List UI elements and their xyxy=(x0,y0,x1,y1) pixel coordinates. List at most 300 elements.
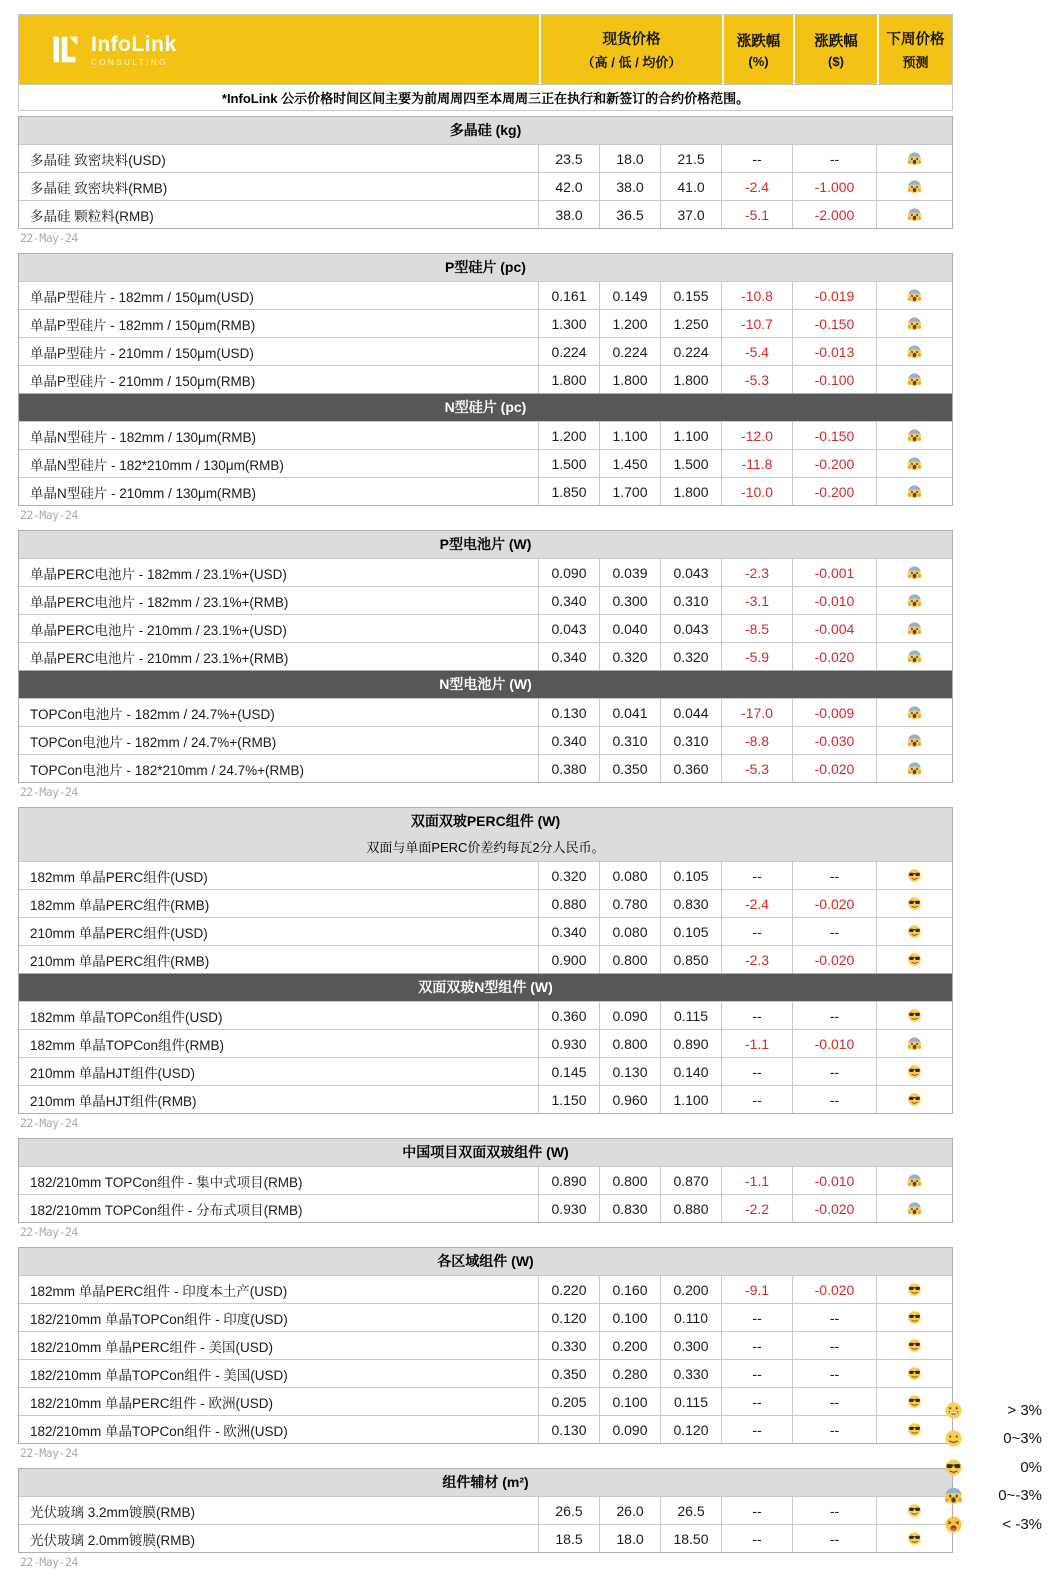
screaming-face-emoji xyxy=(876,366,952,393)
screaming-face-emoji xyxy=(876,615,952,642)
change-pct: -- xyxy=(721,145,792,172)
column-header-change-usd xyxy=(793,15,877,84)
high-price: 42.0 xyxy=(538,173,599,200)
low-price: 0.041 xyxy=(599,699,660,726)
low-price: 1.450 xyxy=(599,450,660,477)
avg-price: 0.105 xyxy=(660,918,721,945)
high-price: 0.340 xyxy=(538,587,599,614)
sunglasses-face-emoji xyxy=(876,1304,952,1331)
low-price: 0.160 xyxy=(599,1276,660,1303)
price-row xyxy=(19,698,952,726)
price-date: 22-May-24 xyxy=(20,508,78,522)
column-header-line2: （高 / 低 / 均价） xyxy=(581,55,682,70)
product-label: 182mm 单晶PERC组件(RMB) xyxy=(30,897,210,913)
price-row xyxy=(19,1415,952,1443)
change-pct: -- xyxy=(721,1058,792,1085)
high-price: 1.150 xyxy=(538,1086,599,1113)
change-pct: -- xyxy=(721,1388,792,1415)
screaming-face-emoji xyxy=(876,145,952,172)
section-header-p-wafer xyxy=(19,253,952,281)
high-price: 0.320 xyxy=(538,862,599,889)
avg-price: 0.105 xyxy=(660,862,721,889)
price-date: 22-May-24 xyxy=(20,231,78,245)
screaming-face-emoji xyxy=(876,422,952,449)
avg-price: 0.880 xyxy=(660,1195,721,1222)
change-pct: -5.3 xyxy=(721,366,792,393)
change-pct: -17.0 xyxy=(721,699,792,726)
screaming-face-emoji xyxy=(876,310,952,337)
price-date: 22-May-24 xyxy=(20,785,78,799)
avg-price: 37.0 xyxy=(660,201,721,228)
product-label: 182/210mm 单晶TOPCon组件 - 美国(USD) xyxy=(30,1367,288,1383)
screaming-face-emoji xyxy=(876,1195,952,1222)
product-label: 182mm 单晶PERC组件 - 印度本土产(USD) xyxy=(30,1283,288,1299)
section-header-n-cell xyxy=(19,670,952,698)
high-price: 0.930 xyxy=(538,1030,599,1057)
high-price: 0.360 xyxy=(538,1002,599,1029)
change-usd: -0.100 xyxy=(792,366,876,393)
price-table-block xyxy=(18,807,953,1114)
price-row xyxy=(19,449,952,477)
change-usd: -0.150 xyxy=(792,310,876,337)
column-header-forecast xyxy=(877,15,952,84)
screaming-face-emoji xyxy=(876,478,952,505)
avg-price: 0.140 xyxy=(660,1058,721,1085)
legend-item xyxy=(936,1425,1046,1454)
product-label: 182mm 单晶PERC组件(USD) xyxy=(30,869,208,885)
price-row xyxy=(19,1057,952,1085)
section-title: 多晶硅 (kg) xyxy=(449,122,522,138)
sunglasses-face-emoji xyxy=(876,946,952,973)
change-usd: -0.200 xyxy=(792,478,876,505)
price-row xyxy=(19,309,952,337)
screaming-face-emoji xyxy=(876,201,952,228)
low-price: 0.039 xyxy=(599,559,660,586)
product-label: TOPCon电池片 - 182mm / 24.7%+(USD) xyxy=(30,706,275,722)
sheet-header xyxy=(18,14,953,84)
low-price: 1.100 xyxy=(599,422,660,449)
price-row xyxy=(19,586,952,614)
change-usd: -- xyxy=(792,1360,876,1387)
high-price: 0.043 xyxy=(538,615,599,642)
low-price: 0.200 xyxy=(599,1332,660,1359)
avg-price: 0.850 xyxy=(660,946,721,973)
change-pct: -- xyxy=(721,1497,792,1524)
screaming-face-emoji xyxy=(876,173,952,200)
column-header-line1: 下周价格 xyxy=(886,32,945,48)
section-header-n-module xyxy=(19,973,952,1001)
price-row xyxy=(19,1303,952,1331)
avg-price: 1.100 xyxy=(660,422,721,449)
section-title: N型硅片 (pc) xyxy=(444,399,527,415)
change-usd: -0.010 xyxy=(792,1030,876,1057)
section-title: 双面双玻PERC组件 (W) xyxy=(410,813,561,829)
product-label: 单晶P型硅片 - 210mm / 150μm(USD) xyxy=(30,345,254,361)
legend-item xyxy=(936,1396,1046,1425)
high-price: 0.130 xyxy=(538,699,599,726)
column-header-line1: 涨跌幅 xyxy=(736,34,781,50)
low-price: 38.0 xyxy=(599,173,660,200)
high-price: 0.161 xyxy=(538,282,599,309)
change-usd: -0.200 xyxy=(792,450,876,477)
low-price: 0.960 xyxy=(599,1086,660,1113)
section-header-perc-module xyxy=(19,807,952,861)
change-pct: -10.8 xyxy=(721,282,792,309)
high-price: 0.380 xyxy=(538,755,599,782)
smiling-face-emoji xyxy=(944,1429,963,1448)
product-label: 多晶硅 致密块料(RMB) xyxy=(30,180,168,196)
sunglasses-face-emoji xyxy=(876,1002,952,1029)
sunglasses-face-emoji xyxy=(876,1276,952,1303)
sunglasses-face-emoji xyxy=(876,1058,952,1085)
low-price: 1.800 xyxy=(599,366,660,393)
change-usd: -- xyxy=(792,1525,876,1552)
product-label: 单晶N型硅片 - 182*210mm / 130μm(RMB) xyxy=(30,457,284,473)
avg-price: 21.5 xyxy=(660,145,721,172)
low-price: 0.350 xyxy=(599,755,660,782)
high-price: 1.800 xyxy=(538,366,599,393)
sunglasses-face-emoji xyxy=(876,1360,952,1387)
high-price: 0.120 xyxy=(538,1304,599,1331)
avg-price: 41.0 xyxy=(660,173,721,200)
price-row xyxy=(19,861,952,889)
high-price: 18.5 xyxy=(538,1525,599,1552)
change-pct: -- xyxy=(721,862,792,889)
avg-price: 0.043 xyxy=(660,559,721,586)
change-usd: -- xyxy=(792,145,876,172)
low-price: 18.0 xyxy=(599,1525,660,1552)
change-usd: -- xyxy=(792,862,876,889)
price-date: 22-May-24 xyxy=(20,1555,78,1569)
brand-tagline: CONSULTING xyxy=(91,57,168,67)
brand-name: InfoLink xyxy=(91,32,177,56)
product-label: 210mm 单晶HJT组件(RMB) xyxy=(30,1093,197,1109)
avg-price: 0.870 xyxy=(660,1167,721,1194)
low-price: 0.080 xyxy=(599,918,660,945)
price-table-block xyxy=(18,253,953,506)
legend-label: < -3% xyxy=(1002,1515,1042,1533)
column-header-line2: ($) xyxy=(828,54,844,69)
avg-price: 1.100 xyxy=(660,1086,721,1113)
change-pct: -- xyxy=(721,918,792,945)
price-row xyxy=(19,1331,952,1359)
section-header-china-project-module xyxy=(19,1138,952,1166)
avg-price: 0.155 xyxy=(660,282,721,309)
avg-price: 0.120 xyxy=(660,1416,721,1443)
change-usd: -0.009 xyxy=(792,699,876,726)
change-usd: -0.010 xyxy=(792,587,876,614)
high-price: 0.220 xyxy=(538,1276,599,1303)
price-date: 22-May-24 xyxy=(20,1225,78,1239)
sunglasses-face-emoji xyxy=(876,1332,952,1359)
screaming-face-emoji xyxy=(876,727,952,754)
avg-price: 1.250 xyxy=(660,310,721,337)
screaming-face-emoji xyxy=(876,643,952,670)
section-header-n-wafer xyxy=(19,393,952,421)
product-label: 单晶P型硅片 - 182mm / 150μm(RMB) xyxy=(30,317,256,333)
low-price: 36.5 xyxy=(599,201,660,228)
price-table-block xyxy=(18,116,953,229)
change-usd: -- xyxy=(792,1388,876,1415)
product-label: 182/210mm 单晶TOPCon组件 - 印度(USD) xyxy=(30,1311,288,1327)
high-price: 0.224 xyxy=(538,338,599,365)
change-usd: -1.000 xyxy=(792,173,876,200)
change-usd: -0.030 xyxy=(792,727,876,754)
legend-label: 0% xyxy=(1020,1458,1042,1476)
avg-price: 1.800 xyxy=(660,366,721,393)
price-row xyxy=(19,754,952,782)
high-price: 23.5 xyxy=(538,145,599,172)
product-label: 182/210mm 单晶PERC组件 - 欧洲(USD) xyxy=(30,1395,274,1411)
low-price: 0.800 xyxy=(599,1167,660,1194)
low-price: 0.090 xyxy=(599,1002,660,1029)
price-row xyxy=(19,558,952,586)
change-pct: -5.4 xyxy=(721,338,792,365)
low-price: 0.149 xyxy=(599,282,660,309)
change-usd: -0.020 xyxy=(792,1276,876,1303)
price-table-block xyxy=(18,1247,953,1444)
price-row xyxy=(19,337,952,365)
high-price: 1.300 xyxy=(538,310,599,337)
screaming-face-emoji xyxy=(876,282,952,309)
change-usd: -0.019 xyxy=(792,282,876,309)
low-price: 0.100 xyxy=(599,1388,660,1415)
avg-price: 0.044 xyxy=(660,699,721,726)
price-row xyxy=(19,1166,952,1194)
section-title: N型电池片 (W) xyxy=(439,676,532,692)
price-row xyxy=(19,172,952,200)
brand-text xyxy=(91,33,177,67)
price-period-note xyxy=(18,84,953,111)
column-header-spot-price xyxy=(539,15,722,84)
product-label: 多晶硅 颗粒料(RMB) xyxy=(30,208,154,224)
screaming-face-emoji xyxy=(944,1486,963,1505)
price-row xyxy=(19,614,952,642)
change-usd: -- xyxy=(792,918,876,945)
legend-label: 0~3% xyxy=(1003,1430,1042,1448)
price-row xyxy=(19,1359,952,1387)
product-label: 182mm 单晶TOPCon组件(RMB) xyxy=(30,1037,225,1053)
avg-price: 0.200 xyxy=(660,1276,721,1303)
avg-price: 0.830 xyxy=(660,890,721,917)
low-price: 0.780 xyxy=(599,890,660,917)
price-period-note-text: *InfoLink 公示价格时间区间主要为前周周四至本周周三正在执行和新签订的合约价格范围。 xyxy=(221,91,750,106)
high-price: 0.340 xyxy=(538,918,599,945)
change-pct: -- xyxy=(721,1360,792,1387)
low-price: 18.0 xyxy=(599,145,660,172)
high-price: 0.145 xyxy=(538,1058,599,1085)
price-table-block xyxy=(18,530,953,783)
product-label: 单晶N型硅片 - 210mm / 130μm(RMB) xyxy=(30,485,257,501)
screaming-face-emoji xyxy=(876,559,952,586)
product-label: 单晶PERC电池片 - 182mm / 23.1%+(USD) xyxy=(30,566,287,582)
screaming-face-emoji xyxy=(876,450,952,477)
forecast-legend xyxy=(936,1396,1046,1539)
product-label: 多晶硅 致密块料(USD) xyxy=(30,152,166,168)
change-usd: -- xyxy=(792,1002,876,1029)
avg-price: 0.300 xyxy=(660,1332,721,1359)
avg-price: 0.310 xyxy=(660,587,721,614)
change-pct: -- xyxy=(721,1525,792,1552)
high-price: 26.5 xyxy=(538,1497,599,1524)
avg-price: 0.330 xyxy=(660,1360,721,1387)
change-pct: -- xyxy=(721,1332,792,1359)
avg-price: 0.115 xyxy=(660,1002,721,1029)
section-header-module-materials xyxy=(19,1468,952,1496)
screaming-face-emoji xyxy=(876,587,952,614)
high-price: 0.205 xyxy=(538,1388,599,1415)
change-pct: -- xyxy=(721,1304,792,1331)
high-price: 0.900 xyxy=(538,946,599,973)
price-row xyxy=(19,945,952,973)
section-note: 双面与单面PERC价差约每瓦2分人民币。 xyxy=(366,840,605,855)
low-price: 0.040 xyxy=(599,615,660,642)
section-title: 组件辅材 (m²) xyxy=(442,1474,529,1490)
price-sections xyxy=(18,116,953,1572)
high-price: 38.0 xyxy=(538,201,599,228)
price-row xyxy=(19,889,952,917)
change-usd: -0.020 xyxy=(792,1195,876,1222)
screaming-face-emoji xyxy=(876,1030,952,1057)
high-price: 0.130 xyxy=(538,1416,599,1443)
change-pct: -12.0 xyxy=(721,422,792,449)
price-row xyxy=(19,1387,952,1415)
price-table-block xyxy=(18,1138,953,1223)
screaming-face-emoji xyxy=(876,699,952,726)
sunglasses-face-emoji xyxy=(944,1458,963,1477)
column-header-change-pct xyxy=(722,15,793,84)
sunglasses-face-emoji xyxy=(876,862,952,889)
low-price: 0.224 xyxy=(599,338,660,365)
infolink-logo-icon xyxy=(49,34,80,65)
product-label: 光伏玻璃 3.2mm镀膜(RMB) xyxy=(30,1504,195,1520)
product-label: 单晶PERC电池片 - 210mm / 23.1%+(RMB) xyxy=(30,650,289,666)
change-usd: -0.020 xyxy=(792,946,876,973)
change-pct: -5.1 xyxy=(721,201,792,228)
product-label: 182/210mm 单晶PERC组件 - 美国(USD) xyxy=(30,1339,274,1355)
high-price: 0.930 xyxy=(538,1195,599,1222)
high-price: 0.330 xyxy=(538,1332,599,1359)
change-pct: -5.3 xyxy=(721,755,792,782)
price-row xyxy=(19,1524,952,1552)
product-label: 光伏玻璃 2.0mm镀膜(RMB) xyxy=(30,1532,195,1548)
avg-price: 0.890 xyxy=(660,1030,721,1057)
low-price: 0.080 xyxy=(599,862,660,889)
avg-price: 26.5 xyxy=(660,1497,721,1524)
screaming-face-emoji xyxy=(876,1167,952,1194)
high-price: 0.090 xyxy=(538,559,599,586)
price-row xyxy=(19,1275,952,1303)
section-title: P型硅片 (pc) xyxy=(445,259,526,275)
high-price: 1.850 xyxy=(538,478,599,505)
section-title: 中国项目双面双玻组件 (W) xyxy=(402,1144,569,1160)
change-pct: -2.2 xyxy=(721,1195,792,1222)
change-pct: -1.1 xyxy=(721,1030,792,1057)
sunglasses-face-emoji xyxy=(876,1086,952,1113)
price-date: 22-May-24 xyxy=(20,1446,78,1460)
change-pct: -2.3 xyxy=(721,946,792,973)
section-header-polysilicon xyxy=(19,116,952,144)
low-price: 0.280 xyxy=(599,1360,660,1387)
price-row xyxy=(19,421,952,449)
low-price: 0.800 xyxy=(599,946,660,973)
price-date: 22-May-24 xyxy=(20,1116,78,1130)
change-pct: -2.4 xyxy=(721,890,792,917)
change-usd: -0.150 xyxy=(792,422,876,449)
avg-price: 0.310 xyxy=(660,727,721,754)
product-label: 210mm 单晶PERC组件(RMB) xyxy=(30,953,210,969)
section-title: 双面双玻N型组件 (W) xyxy=(418,979,553,995)
high-price: 0.340 xyxy=(538,643,599,670)
section-header-p-cell xyxy=(19,530,952,558)
column-header-line2: 预测 xyxy=(902,55,929,70)
legend-item xyxy=(936,1482,1046,1511)
price-row xyxy=(19,917,952,945)
change-pct: -10.7 xyxy=(721,310,792,337)
price-table-block xyxy=(18,1468,953,1553)
price-row xyxy=(19,726,952,754)
screaming-face-emoji xyxy=(876,755,952,782)
high-price: 1.200 xyxy=(538,422,599,449)
price-row xyxy=(19,1194,952,1222)
low-price: 1.200 xyxy=(599,310,660,337)
change-pct: -- xyxy=(721,1416,792,1443)
low-price: 0.830 xyxy=(599,1195,660,1222)
price-row xyxy=(19,1029,952,1057)
product-label: 182mm 单晶TOPCon组件(USD) xyxy=(30,1009,223,1025)
product-label: TOPCon电池片 - 182*210mm / 24.7%+(RMB) xyxy=(30,762,304,778)
low-price: 0.090 xyxy=(599,1416,660,1443)
avg-price: 1.500 xyxy=(660,450,721,477)
low-price: 0.100 xyxy=(599,1304,660,1331)
product-label: 单晶P型硅片 - 210mm / 150μm(RMB) xyxy=(30,373,256,389)
change-usd: -0.020 xyxy=(792,890,876,917)
product-label: 单晶PERC电池片 - 182mm / 23.1%+(RMB) xyxy=(30,594,289,610)
change-pct: -2.4 xyxy=(721,173,792,200)
change-usd: -- xyxy=(792,1304,876,1331)
change-pct: -- xyxy=(721,1086,792,1113)
high-price: 0.880 xyxy=(538,890,599,917)
avg-price: 0.115 xyxy=(660,1388,721,1415)
price-row xyxy=(19,144,952,172)
product-label: 182/210mm TOPCon组件 - 集中式项目(RMB) xyxy=(30,1174,303,1190)
section-title: 各区域组件 (W) xyxy=(437,1253,534,1269)
change-pct: -5.9 xyxy=(721,643,792,670)
change-usd: -- xyxy=(792,1332,876,1359)
product-label: 210mm 单晶PERC组件(USD) xyxy=(30,925,208,941)
low-price: 0.800 xyxy=(599,1030,660,1057)
product-label: 单晶PERC电池片 - 210mm / 23.1%+(USD) xyxy=(30,622,287,638)
change-usd: -- xyxy=(792,1497,876,1524)
change-usd: -0.004 xyxy=(792,615,876,642)
avg-price: 18.50 xyxy=(660,1525,721,1552)
low-price: 26.0 xyxy=(599,1497,660,1524)
avg-price: 0.224 xyxy=(660,338,721,365)
price-table xyxy=(18,14,953,1572)
change-usd: -0.020 xyxy=(792,755,876,782)
column-header-line1: 现货价格 xyxy=(602,32,661,48)
product-label: 单晶N型硅片 - 182mm / 130μm(RMB) xyxy=(30,429,257,445)
change-usd: -0.013 xyxy=(792,338,876,365)
product-label: 210mm 单晶HJT组件(USD) xyxy=(30,1065,196,1081)
price-row xyxy=(19,642,952,670)
price-row xyxy=(19,1001,952,1029)
change-pct: -1.1 xyxy=(721,1167,792,1194)
brand xyxy=(19,15,539,84)
change-pct: -3.1 xyxy=(721,587,792,614)
avg-price: 0.360 xyxy=(660,755,721,782)
change-pct: -9.1 xyxy=(721,1276,792,1303)
